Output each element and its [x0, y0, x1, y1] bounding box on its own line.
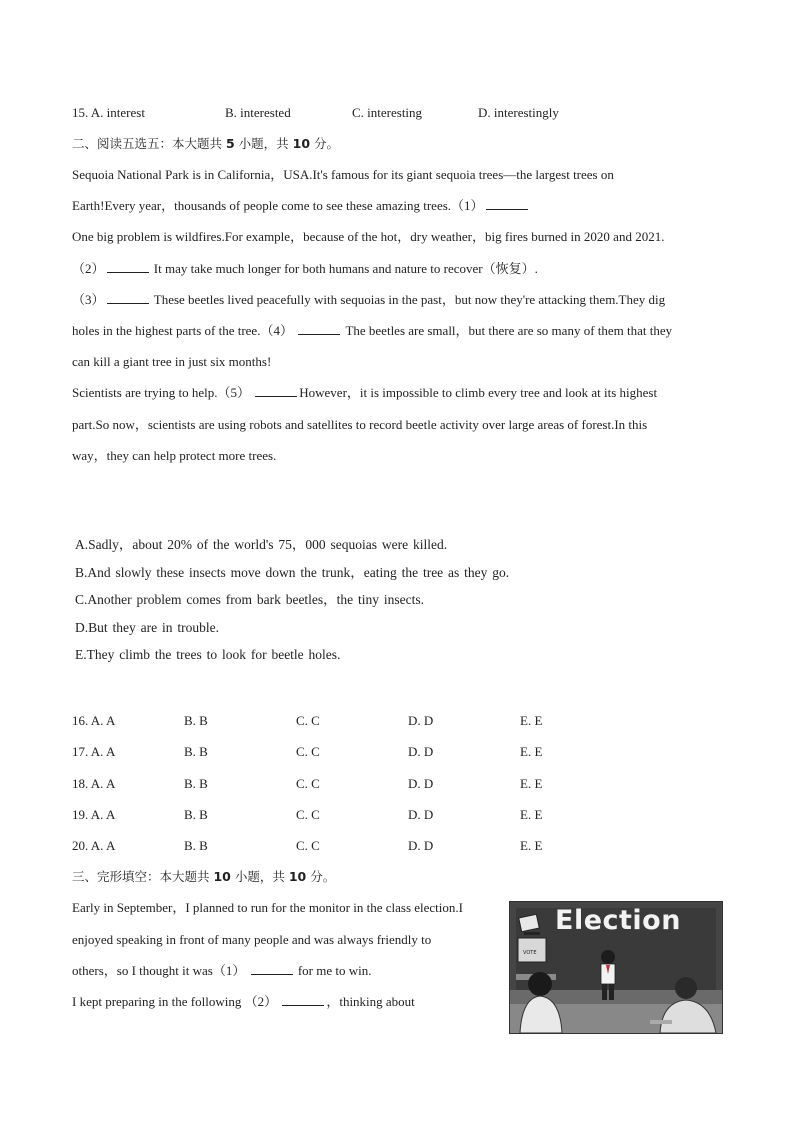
election-illustration: [509, 901, 723, 1034]
option-a: A.Sadly，about 20% of the world's 75，000 sequoias were killed.: [75, 537, 448, 552]
option-d: D.But they are in trouble.: [75, 620, 219, 635]
option-b: B.And slowly these insects move down the trunk，eating the tree as they go.: [75, 565, 510, 580]
passage1-line-8: Scientists are trying to help.（5） However，it is impossible to climb every tree and look at its highest: [72, 385, 658, 400]
blank-3: [107, 292, 149, 304]
cloze-blank-1: [251, 963, 293, 975]
passage1-line-9: part.So now，scientists are using robots and satellites to record beetle activity over large areas of forest.In this: [72, 417, 648, 432]
q20-option-d: D. D: [408, 838, 434, 853]
passage1-line-7: can kill a giant tree in just six months!: [72, 354, 272, 369]
svg-text:VOTE: VOTE: [523, 950, 537, 956]
q19-option-a: 19. A. A: [72, 807, 116, 822]
q16-option-b: B. B: [184, 713, 208, 728]
cloze-blank-2: [282, 994, 324, 1006]
passage1-line-5: （3） These beetles lived peacefully with sequoias in the past，but now they're attacking them.They dig: [72, 292, 666, 307]
blank-4: [298, 323, 340, 335]
passage2-line-3: others，so I thought it was（1） for me to win.: [72, 963, 372, 978]
q19-option-d: D. D: [408, 807, 434, 822]
q17-option-d: D. D: [408, 744, 434, 759]
q16-option-e: E. E: [520, 713, 543, 728]
q18-option-c: C. C: [296, 776, 320, 791]
passage2-line-4: I kept preparing in the following （2） ，thinking about: [72, 994, 415, 1009]
passage1-line-10: way，they can help protect more trees.: [72, 448, 277, 463]
q15-option-d: D. interestingly: [478, 105, 559, 120]
blank-2: [107, 261, 149, 273]
passage1-line-4: （2） It may take much longer for both humans and nature to recover（恢复）.: [72, 261, 538, 276]
option-e: E.They climb the trees to look for beetle holes.: [75, 647, 341, 662]
q18-option-b: B. B: [184, 776, 208, 791]
passage1-line-6: holes in the highest parts of the tree.（4） The beetles are small，but there are so many of them that they: [72, 323, 673, 338]
q16-option-d: D. D: [408, 713, 434, 728]
q20-option-c: C. C: [296, 838, 320, 853]
q15-option-a: 15. A. interest: [72, 105, 145, 120]
q18-option-a: 18. A. A: [72, 776, 116, 791]
q20-option-e: E. E: [520, 838, 543, 853]
q20-option-a: 20. A. A: [72, 838, 116, 853]
q19-option-e: E. E: [520, 807, 543, 822]
q17-option-a: 17. A. A: [72, 744, 116, 759]
q18-option-d: D. D: [408, 776, 434, 791]
election-title: Election: [555, 905, 681, 936]
option-c: C.Another problem comes from bark beetles，the tiny insects.: [75, 592, 425, 607]
passage2-line-2: enjoyed speaking in front of many people and was always friendly to: [72, 932, 432, 947]
q19-option-b: B. B: [184, 807, 208, 822]
q17-option-e: E. E: [520, 744, 543, 759]
blank-5: [255, 385, 297, 397]
q16-option-a: 16. A. A: [72, 713, 116, 728]
passage1-line-2: Earth!Every year，thousands of people come to see these amazing trees.（1）: [72, 198, 530, 214]
q15-option-c: C. interesting: [352, 105, 423, 120]
q17-option-c: C. C: [296, 744, 320, 759]
section-2-heading: 二、阅读五选五：本大题共 5 小题，共 10 分。: [72, 136, 340, 151]
q15-option-b: B. interested: [225, 105, 291, 120]
passage1-line-3: One big problem is wildfires.For example，because of the hot，dry weather，big fires burned in 2020 and 2021.: [72, 229, 665, 244]
q18-option-e: E. E: [520, 776, 543, 791]
passage2-line-1: Early in September，I planned to run for the monitor in the class election.I: [72, 900, 463, 915]
q17-option-b: B. B: [184, 744, 208, 759]
section-3-heading: 三、完形填空：本大题共 10 小题，共 10 分。: [72, 869, 336, 884]
blank-1: [486, 198, 528, 210]
passage1-line-1: Sequoia National Park is in California，USA.It's famous for its giant sequoia trees—the largest trees on: [72, 167, 614, 182]
q20-option-b: B. B: [184, 838, 208, 853]
q16-option-c: C. C: [296, 713, 320, 728]
q19-option-c: C. C: [296, 807, 320, 822]
